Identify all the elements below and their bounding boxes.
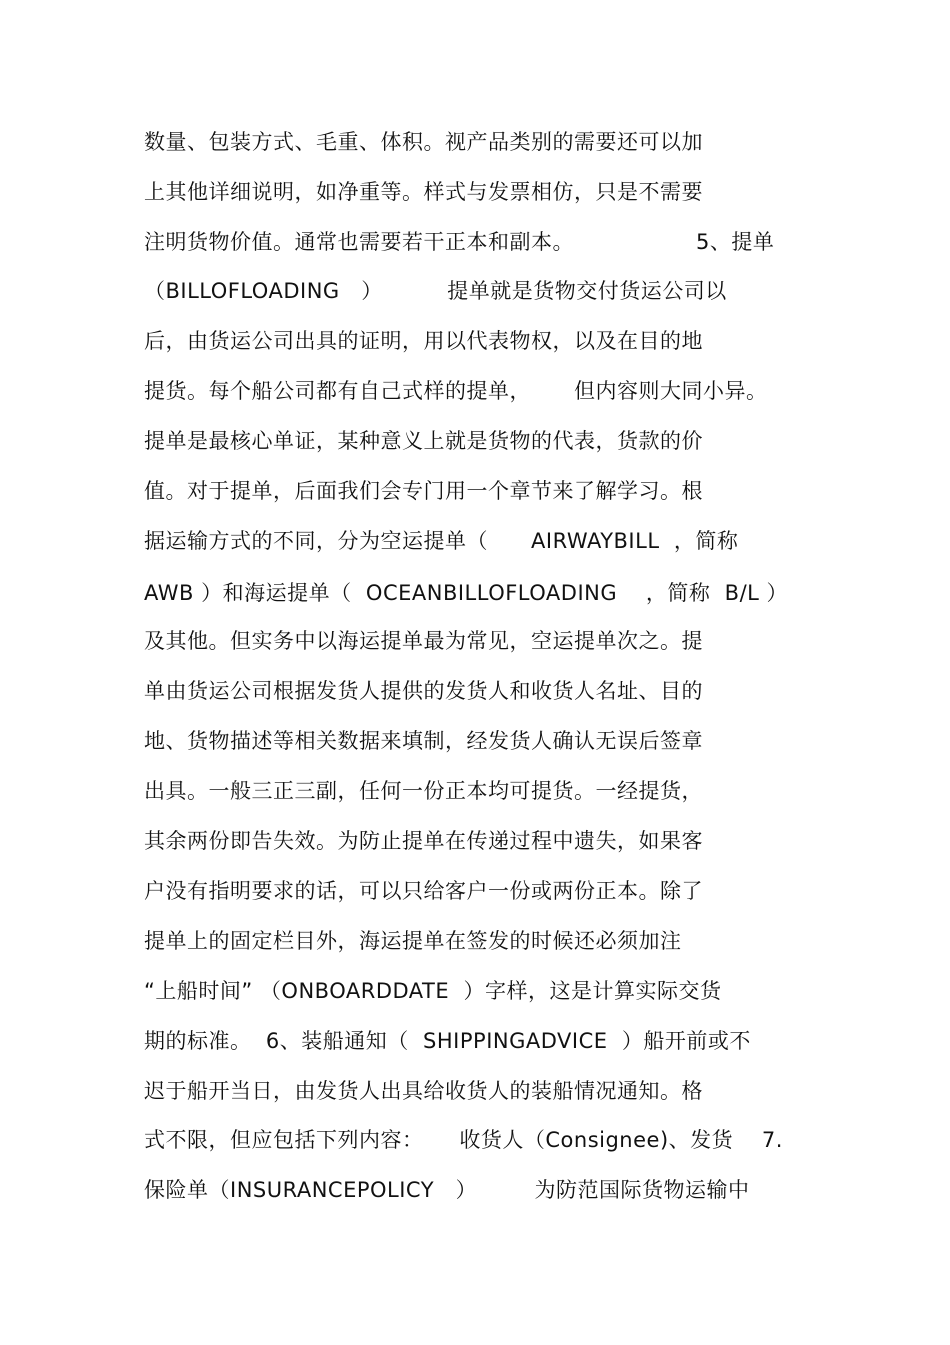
text-line: 其余两份即告失效。为防止提单在传递过程中遗失，如果客: [144, 829, 703, 853]
text-line: 期的标准。 6、装船通知（ SHIPPINGADVICE ）船开前或不: [144, 1029, 751, 1053]
text-line: 地、货物描述等相关数据来填制，经发货人确认无误后签章: [144, 729, 703, 753]
text-line: 提单上的固定栏目外，海运提单在签发的时候还必须加注: [144, 929, 682, 953]
text-line: “上船时间” （ONBOARDDATE ）字样，这是计算实际交货: [144, 979, 722, 1003]
text-line: 单由货运公司根据发货人提供的发货人和收货人名址、目的: [144, 679, 703, 703]
text-line: 后，由货运公司出具的证明，用以代表物权，以及在目的地: [144, 329, 703, 353]
text-line: 注明货物价值。通常也需要若干正本和副本。 5、提单: [144, 230, 775, 254]
text-line: 式不限，但应包括下列内容： 收货人（Consignee)、发货 7.: [144, 1128, 783, 1152]
text-line: 出具。一般三正三副，任何一份正本均可提货。一经提货，: [144, 779, 703, 803]
text-line: AWB ）和海运提单（ OCEANBILLOFLOADING ，简称 B/L ）: [144, 581, 789, 605]
text-line: 提单是最核心单证，某种意义上就是货物的代表，货款的价: [144, 429, 703, 453]
text-line: 保险单（INSURANCEPOLICY ） 为防范国际货物运输中: [144, 1178, 750, 1202]
text-line: 提货。每个船公司都有自己式样的提单， 但内容则大同小异。: [144, 379, 768, 403]
text-line: 数量、包装方式、毛重、体积。视产品类别的需要还可以加: [144, 130, 703, 154]
text-line: 值。对于提单，后面我们会专门用一个章节来了解学习。根: [144, 479, 703, 503]
text-line: 及其他。但实务中以海运提单最为常见，空运提单次之。提: [144, 629, 703, 653]
text-line: （BILLOFLOADING ） 提单就是货物交付货运公司以: [144, 279, 727, 303]
text-line: 上其他详细说明，如净重等。样式与发票相仿，只是不需要: [144, 180, 703, 204]
text-line: 据运输方式的不同，分为空运提单（ AIRWAYBILL ，简称: [144, 529, 739, 553]
text-line: 户没有指明要求的话，可以只给客户一份或两份正本。除了: [144, 879, 703, 903]
text-line: 迟于船开当日，由发货人出具给收货人的装船情况通知。格: [144, 1079, 703, 1103]
